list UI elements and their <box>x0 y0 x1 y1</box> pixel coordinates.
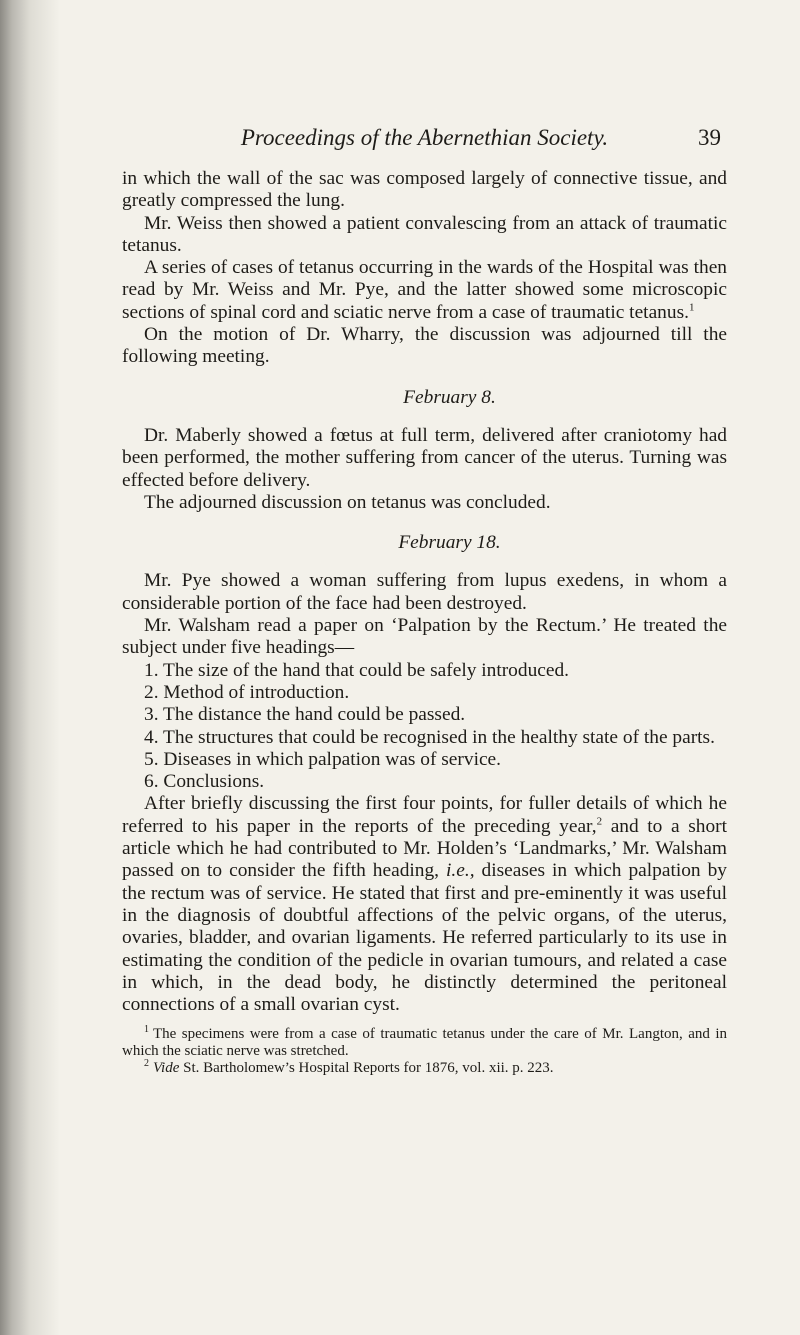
binding-shadow <box>0 0 60 1335</box>
footnote-vide: Vide <box>153 1060 180 1077</box>
paragraph-text: A series of cases of tetanus occurring in the wards of the Hospital was then read by Mr. Weiss and Mr. Pye, and the latter showed some microscopic sections of spinal cord and sciatic nerve from a case of traumatic tetanus. <box>122 257 727 323</box>
list-item: 3. The distance the hand could be passed. <box>144 704 466 726</box>
paragraph-walsham-discussion <box>122 793 727 1016</box>
paragraph-weiss-patient: Mr. Weiss then showed a patient convalescing from an attack of traumatic tetanus. <box>122 212 727 256</box>
date-heading-feb-8: February 8. <box>403 386 496 408</box>
list-item: 6. Conclusions. <box>144 771 265 793</box>
footnote-text: St. Bartholomew’s Hospital Reports for 1876, vol. xii. p. 223. <box>179 1060 554 1077</box>
footnote-text: The specimens were from a case of traumatic tetanus under the care of Mr. Langton, and in which the sciatic nerve was stretched. <box>122 1026 727 1060</box>
paragraph-pye-lupus: Mr. Pye showed a woman suffering from lupus exedens, in whom a considerable portion of the face had been destroyed. <box>122 570 727 614</box>
paragraph-adjourned-discussion: The adjourned discussion on tetanus was concluded. <box>144 491 551 513</box>
footnote-ref-1: 1 <box>688 301 695 314</box>
page-body <box>122 168 727 1077</box>
paragraph-text: diseases in which palpation by the rectum was of service. He stated that first and pre-eminently it was useful in the diagnosis of doubtful affections of the pelvic organs, of the uterus, ovaries, bladder, and ovarian ligaments. He referred particularly to its use in estimating the condition of the pedicle in ovarian tumours, and related a case in which, in the dead body, he distinctly determined the peritoneal connections of a small ovarian cyst. <box>122 860 727 1016</box>
footnotes <box>122 1026 727 1077</box>
list-item: 1. The size of the hand that could be safely introduced. <box>144 659 570 681</box>
footnote-mark: 1 <box>144 1024 149 1036</box>
list-item: 5. Diseases in which palpation was of service. <box>144 748 502 770</box>
paragraph-text: After briefly discussing the first four points, for fuller details of which he referred to his paper in the reports of the preceding year, <box>122 793 727 837</box>
paragraph-maberly: Dr. Maberly showed a fœtus at full term, delivered after craniotomy had been performed, the mother suffering from cancer of the uterus. Turning was effected before delivery. <box>122 424 727 491</box>
running-title: Proceedings of the Abernethian Society. <box>240 125 609 150</box>
paragraph-tetanus-series <box>122 257 727 324</box>
list-item: 4. The structures that could be recognised in the healthy state of the parts. <box>144 726 715 748</box>
footnote-mark: 2 <box>144 1058 149 1070</box>
italic-ie: i.e., <box>446 860 475 882</box>
footnote-2 <box>122 1060 727 1077</box>
paragraph-wharry-motion: On the motion of Dr. Wharry, the discussion was adjourned till the following meeting. <box>122 324 727 368</box>
page-number: 39 <box>698 125 721 150</box>
paragraph-walsham-paper: Mr. Walsham read a paper on ‘Palpation by the Rectum.’ He treated the subject under five headings— <box>122 615 727 659</box>
date-heading-feb-18: February 18. <box>398 532 501 554</box>
list-item: 2. Method of introduction. <box>144 681 350 703</box>
page <box>122 0 727 1077</box>
paragraph-continuation: in which the wall of the sac was composed largely of connective tissue, and greatly compressed the lung. <box>122 168 727 212</box>
footnote-ref-2: 2 <box>596 815 603 828</box>
paragraph-text: and to a short article which he had contributed to Mr. Holden’s ‘Landmarks,’ Mr. Walsham passed on to consider the fifth heading, <box>122 815 727 882</box>
footnote-1 <box>122 1026 727 1060</box>
running-head <box>122 0 727 150</box>
